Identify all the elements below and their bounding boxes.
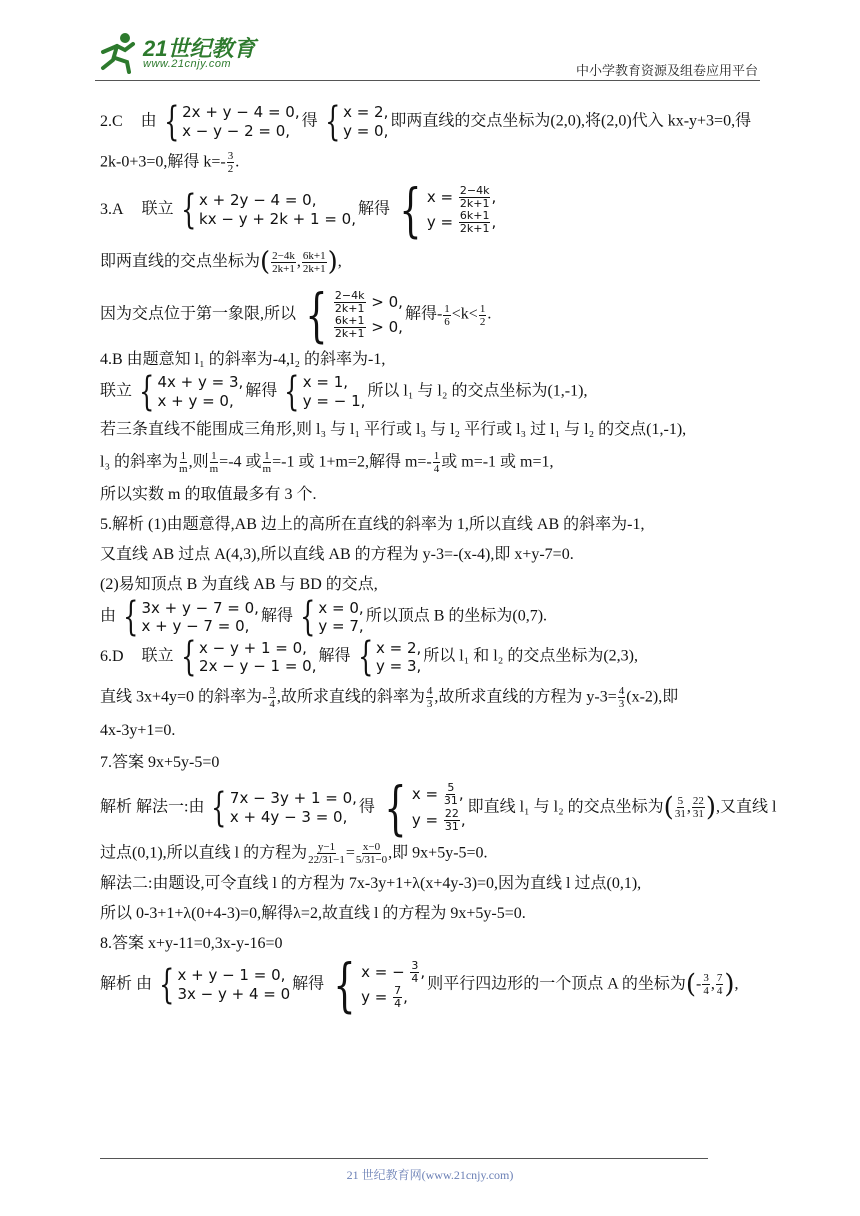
text: 5.解析 (1)由题意得,AB 边上的高所在直线的斜率为 1,所以直线 AB 的斜率为-1,	[100, 516, 645, 534]
solution-7-line-4	[100, 872, 770, 896]
solution-7-line-5	[100, 902, 770, 926]
fraction	[356, 841, 387, 866]
numerator: 2−4k	[272, 250, 295, 263]
numerator: 4	[618, 685, 625, 698]
text: 得	[301, 112, 318, 130]
text: x =	[426, 188, 458, 207]
numerator: 1	[444, 302, 450, 315]
text: 8.答案 x+y-11=0,3x-y-16=0	[100, 934, 283, 952]
equation: 3x − y + 4 = 0	[177, 984, 291, 1003]
text: 联立	[100, 382, 133, 400]
inequality-system: { $\frac{2-4k}{2k+1}$ > 0, $\frac{6k+1}{2k+1}$ > 0,	[305, 281, 403, 350]
equation: x + 2y − 4 = 0,	[199, 191, 317, 210]
denominator: 2k+1	[459, 222, 490, 236]
solution-5-line-3	[100, 573, 770, 597]
text: 解析 解法一:由	[100, 798, 205, 816]
fraction	[459, 210, 491, 235]
denominator: 2k+1	[272, 263, 295, 276]
fraction	[271, 250, 296, 275]
equation-system: { 2x + y − 4 = 0, x − y − 2 = 0,	[163, 99, 300, 145]
equation: x + y − 7 = 0,	[141, 617, 250, 636]
text: 解得	[292, 975, 325, 993]
text: ,	[337, 253, 342, 271]
text: x = −	[361, 962, 410, 981]
numerator: 6k+1	[334, 314, 365, 328]
equation	[427, 210, 496, 235]
text: ,又直线 l	[715, 798, 777, 816]
denominator: 2	[227, 163, 234, 176]
fraction	[302, 250, 327, 275]
numerator: 2−4k	[334, 289, 365, 302]
text: 因为交点位于第一象限,所以	[100, 305, 297, 323]
fraction	[210, 450, 219, 475]
solution-4-line-1	[100, 348, 770, 372]
page-header	[95, 30, 760, 80]
text: ,故所求直线的方程为 y-3=	[434, 688, 617, 706]
equation: 4x + y = 3,	[157, 373, 244, 392]
denominator: 5/31−0	[355, 853, 388, 866]
solution-4-line-4	[100, 450, 770, 475]
denominator: 22/31−1	[308, 853, 345, 866]
numerator: 5	[447, 781, 455, 795]
text: ,	[460, 810, 466, 829]
text: .	[487, 305, 492, 323]
equation: x − y − 2 = 0,	[182, 122, 291, 140]
solution-system: { x = 2, y = 3,	[357, 634, 422, 681]
text: ,故所求直线的斜率为	[276, 688, 425, 706]
equation: 2x − y − 1 = 0,	[199, 657, 317, 676]
solution-3-line-1	[100, 176, 770, 245]
numerator: 22	[444, 806, 459, 820]
answer-label: 2.C	[100, 112, 123, 130]
text: 又直线 AB 过点 A(4,3),所以直线 AB 的方程为 y-3=-(x-4),即 x+y-7=0.	[100, 546, 574, 564]
fraction	[692, 795, 705, 820]
denominator: 31	[443, 794, 458, 808]
solution-5-line-1	[100, 513, 770, 537]
solution-system: { x = 0, y = 7,	[300, 594, 364, 641]
equation-system: { x + 2y − 4 = 0, kx − y + 2k + 1 = 0,	[180, 187, 356, 234]
equation-system: { x − y + 1 = 0, 2x − y − 1 = 0,	[180, 634, 317, 681]
equation: x − y + 1 = 0,	[199, 638, 307, 657]
numerator: 6k+1	[459, 209, 490, 223]
text: ,	[491, 213, 497, 232]
text: y =	[361, 987, 393, 1006]
fraction	[393, 985, 402, 1010]
solution-3-line-3	[100, 281, 770, 350]
denominator: m	[179, 463, 188, 476]
text: =-1 或 1+m=2,解得 m=-	[272, 453, 432, 471]
text: ,	[734, 975, 739, 993]
text: <k<	[451, 305, 478, 323]
solution-5-line-2	[100, 543, 770, 567]
denominator: 4	[716, 985, 723, 998]
numerator: 1	[180, 450, 187, 463]
equation: x + y − 1 = 0,	[177, 966, 286, 984]
solution-7-line-1	[100, 751, 770, 775]
platform-title: 中小学教育资源及组卷应用平台	[575, 63, 758, 78]
equation: 7x − 3y + 1 = 0,	[229, 788, 357, 807]
text: 即两直线的交点坐标为	[100, 253, 261, 271]
equation	[361, 960, 425, 985]
text: =-4 或	[219, 453, 262, 471]
text: 联立	[141, 648, 174, 666]
equation: 2x + y − 4 = 0,	[182, 103, 300, 122]
text: > 0,	[366, 318, 403, 337]
text: y =	[426, 213, 458, 232]
denominator: m	[262, 463, 272, 476]
text: 解得	[260, 608, 293, 626]
fraction	[444, 808, 460, 833]
text: 所以 l₁ 与 l₂ 的交点坐标为(1,-1),	[367, 382, 588, 400]
denominator: 31	[444, 819, 459, 833]
text: 所以 0-3+1+λ(0+4-3)=0,解得λ=2,故直线 l 的方程为 9x+5y-5=0.	[100, 904, 526, 922]
answer-label: 3.A	[100, 200, 124, 218]
text: 4x-3y+1=0.	[100, 721, 176, 739]
solution-2-line-2	[100, 150, 770, 175]
text: 7.答案 9x+5y-5=0	[100, 753, 220, 771]
equation: kx − y + 2k + 1 = 0,	[199, 210, 356, 229]
text: 2k-0+3=0,解得 k=-	[100, 153, 226, 171]
answer-label: 6.D	[100, 648, 124, 666]
fraction	[443, 303, 451, 328]
text: 即两直线的交点坐标为(2,0),将(2,0)代入 kx-y+3=0,得	[390, 112, 752, 130]
fraction	[675, 795, 686, 820]
solution-system: { x = $\frac{2-4k}{2k+1}$ , y = $\frac{6k+1}{2k+1}$ ,	[399, 176, 497, 245]
text: 解得-	[404, 305, 443, 323]
denominator: 31	[674, 808, 686, 821]
denominator: 4	[703, 985, 709, 998]
numerator: 7	[716, 972, 723, 985]
text: ,	[491, 188, 497, 207]
text: 过点(0,1),所以直线 l 的方程为	[100, 843, 308, 861]
fraction	[263, 450, 272, 475]
denominator: 31	[692, 808, 704, 821]
fraction	[702, 972, 710, 997]
fraction	[334, 315, 366, 340]
numerator: 1	[264, 450, 270, 463]
equation: x = 0,	[318, 598, 364, 617]
header-divider	[95, 80, 760, 81]
page-footer: 21 世纪教育网(www.21cnjy.com)	[346, 1168, 514, 1182]
fraction	[444, 782, 458, 807]
solution-6-line-2	[100, 685, 770, 710]
equation	[412, 782, 466, 807]
fraction	[479, 303, 487, 328]
text: 即直线 l₁ 与 l₂ 的交点坐标为	[467, 798, 664, 816]
equation: 3x + y − 7 = 0,	[141, 598, 259, 617]
solution-4-line-3	[100, 418, 770, 442]
denominator: 6	[444, 315, 450, 328]
equation	[412, 808, 466, 833]
numerator: y−1	[317, 840, 336, 853]
equation: y = 7,	[318, 617, 364, 636]
denominator: 4	[433, 463, 440, 476]
solution-4-line-5	[100, 483, 770, 507]
text: ,即 9x+5y-5=0.	[388, 843, 488, 861]
fraction	[459, 185, 491, 210]
denominator: 2k+1	[459, 197, 490, 211]
equation	[427, 185, 496, 210]
equation: x = 1,	[302, 373, 349, 392]
equation: x + y = 0,	[157, 392, 234, 411]
text: 4.B 由题意知 l₁ 的斜率为-4,l₂ 的斜率为-1,	[100, 351, 386, 369]
text: y =	[411, 810, 443, 829]
equation: y = − 1,	[302, 392, 366, 411]
solution-2-line-1	[100, 99, 770, 145]
text: 解法二:由题设,可令直线 l 的方程为 7x-3y+1+λ(x+4y-3)=0,因为直线 l 过点(0,1),	[100, 874, 642, 892]
site-logo	[95, 30, 275, 76]
equation: x = 2,	[375, 638, 422, 657]
solution-8-line-1	[100, 932, 770, 956]
logo-url: www.21cnjy.com	[143, 58, 232, 70]
solution-3-line-2: 即两直线的交点坐标为( $\frac{2-4k}{2k+1}$ , $\frac{6k+1}{2k+1}$ ),	[100, 247, 342, 278]
numerator: 3	[269, 685, 275, 698]
solution-6-line-3	[100, 719, 770, 743]
text: 所以 l₁ 和 l₂ 的交点坐标为(2,3),	[423, 648, 638, 666]
text: 直线 3x+4y=0 的斜率为-	[100, 688, 268, 706]
logo-text: 21世纪教育	[143, 36, 256, 61]
denominator: 2	[479, 315, 486, 328]
text: x =	[411, 785, 443, 804]
equation	[361, 985, 425, 1010]
numerator: 3	[703, 972, 709, 985]
text: -	[696, 975, 702, 993]
fraction	[426, 685, 434, 710]
denominator: 3	[618, 698, 625, 711]
fraction	[268, 685, 276, 710]
inequality	[333, 315, 403, 340]
numerator: 2−4k	[459, 184, 490, 197]
text: 所以顶点 B 的坐标为(0,7).	[365, 608, 548, 626]
text: 所以实数 m 的取值最多有 3 个.	[100, 486, 317, 504]
text: ,	[403, 987, 408, 1006]
text: 解得	[357, 200, 390, 218]
text: 联立	[141, 200, 174, 218]
solution-5-line-4	[100, 594, 770, 641]
denominator: m	[209, 463, 219, 476]
text: .	[235, 153, 240, 171]
fraction	[334, 290, 366, 315]
text: ,则	[188, 453, 209, 471]
denominator: 2k+1	[334, 302, 365, 316]
numerator: 1	[211, 450, 217, 463]
solution-system: { x = $\frac{5}{31}$ , y = $\frac{22}{31}$ ,	[384, 773, 466, 842]
text: 解得	[318, 648, 351, 666]
text: =	[345, 843, 355, 861]
text: 解析 由	[100, 975, 153, 993]
text: (x-2),即	[626, 688, 679, 706]
equation: x + 4y − 3 = 0,	[229, 807, 348, 826]
text: l₃ 的斜率为	[100, 453, 179, 471]
denominator: 4	[269, 698, 275, 711]
text: 由	[140, 112, 157, 130]
text: > 0,	[366, 293, 403, 312]
numerator: 22	[692, 794, 704, 807]
fraction	[716, 972, 724, 997]
fraction	[308, 841, 345, 866]
fraction	[433, 450, 441, 475]
denominator: 4	[411, 971, 419, 985]
text: 则平行四边形的一个顶点 A 的坐标为	[427, 975, 686, 993]
equation: y = 0,	[343, 122, 389, 140]
text: ,	[458, 785, 464, 804]
text: ,	[420, 962, 426, 981]
fraction	[227, 150, 235, 175]
solution-6-line-1	[100, 634, 770, 681]
text: 若三条直线不能围成三角形,则 l₃ 与 l₁ 平行或 l₃ 与 l₂ 平行或 l₃ 过 l₁ 与 l₂ 的交点(1,-1),	[100, 421, 687, 439]
numerator: 7	[394, 983, 402, 997]
text: 解得	[245, 382, 278, 400]
text: 得	[358, 798, 375, 816]
numerator: 3	[227, 150, 234, 162]
equation: y = 3,	[375, 657, 422, 676]
solution-7-line-2: 解析 解法一:由 { 7x − 3y + 1 = 0, x + 4y − 3 = 0, 得 { x = $\frac{5}{31}$ , y = $\frac{22}{31}$ , 即直线 l₁ 与 l₂ 的交点坐标为( $\frac{5}{31}$ , $\frac{22}{31}$ ),又直线 l	[100, 773, 777, 842]
equation-system: { x + y − 1 = 0, 3x − y + 4 = 0	[159, 961, 291, 1008]
solutions-content	[100, 99, 777, 1019]
solution-system: { x = 1, y = − 1,	[284, 369, 366, 416]
numerator: 3	[411, 958, 419, 972]
text: 由	[100, 608, 117, 626]
solution-system: { x = − $\frac{3}{4}$ , y = $\frac{7}{4}$ ,	[333, 950, 426, 1019]
denominator: 4	[394, 996, 402, 1010]
solution-7-line-3	[100, 841, 770, 866]
solution-system: { x = 2, y = 0,	[324, 99, 389, 145]
equation-system: { 7x − 3y + 1 = 0, x + 4y − 3 = 0,	[211, 784, 357, 831]
text: 或 m=-1 或 m=1,	[441, 453, 554, 471]
footer-divider	[100, 1158, 708, 1159]
text: (2)易知顶点 B 为直线 AB 与 BD 的交点,	[100, 576, 378, 594]
numerator: 1	[433, 450, 440, 463]
solution-8-line-2: 解析 由 { x + y − 1 = 0, 3x − y + 4 = 0 解得 { x = − $\frac{3}{4}$ , y = $\frac{7}{4}$ , 则平行四边形的一个顶点 A 的坐标为(- $\frac{3}{4}$ , $\frac{7}{4}$ ),	[100, 950, 739, 1019]
fraction	[618, 685, 626, 710]
equation-system: { 3x + y − 7 = 0, x + y − 7 = 0,	[123, 594, 259, 641]
equation: x = 2,	[343, 103, 389, 122]
inequality	[333, 290, 403, 315]
fraction	[179, 450, 188, 475]
fraction	[410, 960, 419, 985]
numerator: 6k+1	[302, 250, 326, 263]
denominator: 2k+1	[302, 263, 326, 276]
denominator: 3	[426, 698, 433, 711]
numerator: 4	[426, 685, 433, 698]
numerator: 5	[677, 794, 684, 807]
numerator: x−0	[362, 840, 381, 853]
solution-4-line-2	[100, 369, 770, 416]
runner-logo-icon	[95, 30, 141, 76]
denominator: 2k+1	[334, 327, 365, 341]
numerator: 1	[479, 302, 486, 315]
equation-system: { 4x + y = 3, x + y = 0,	[139, 369, 244, 416]
